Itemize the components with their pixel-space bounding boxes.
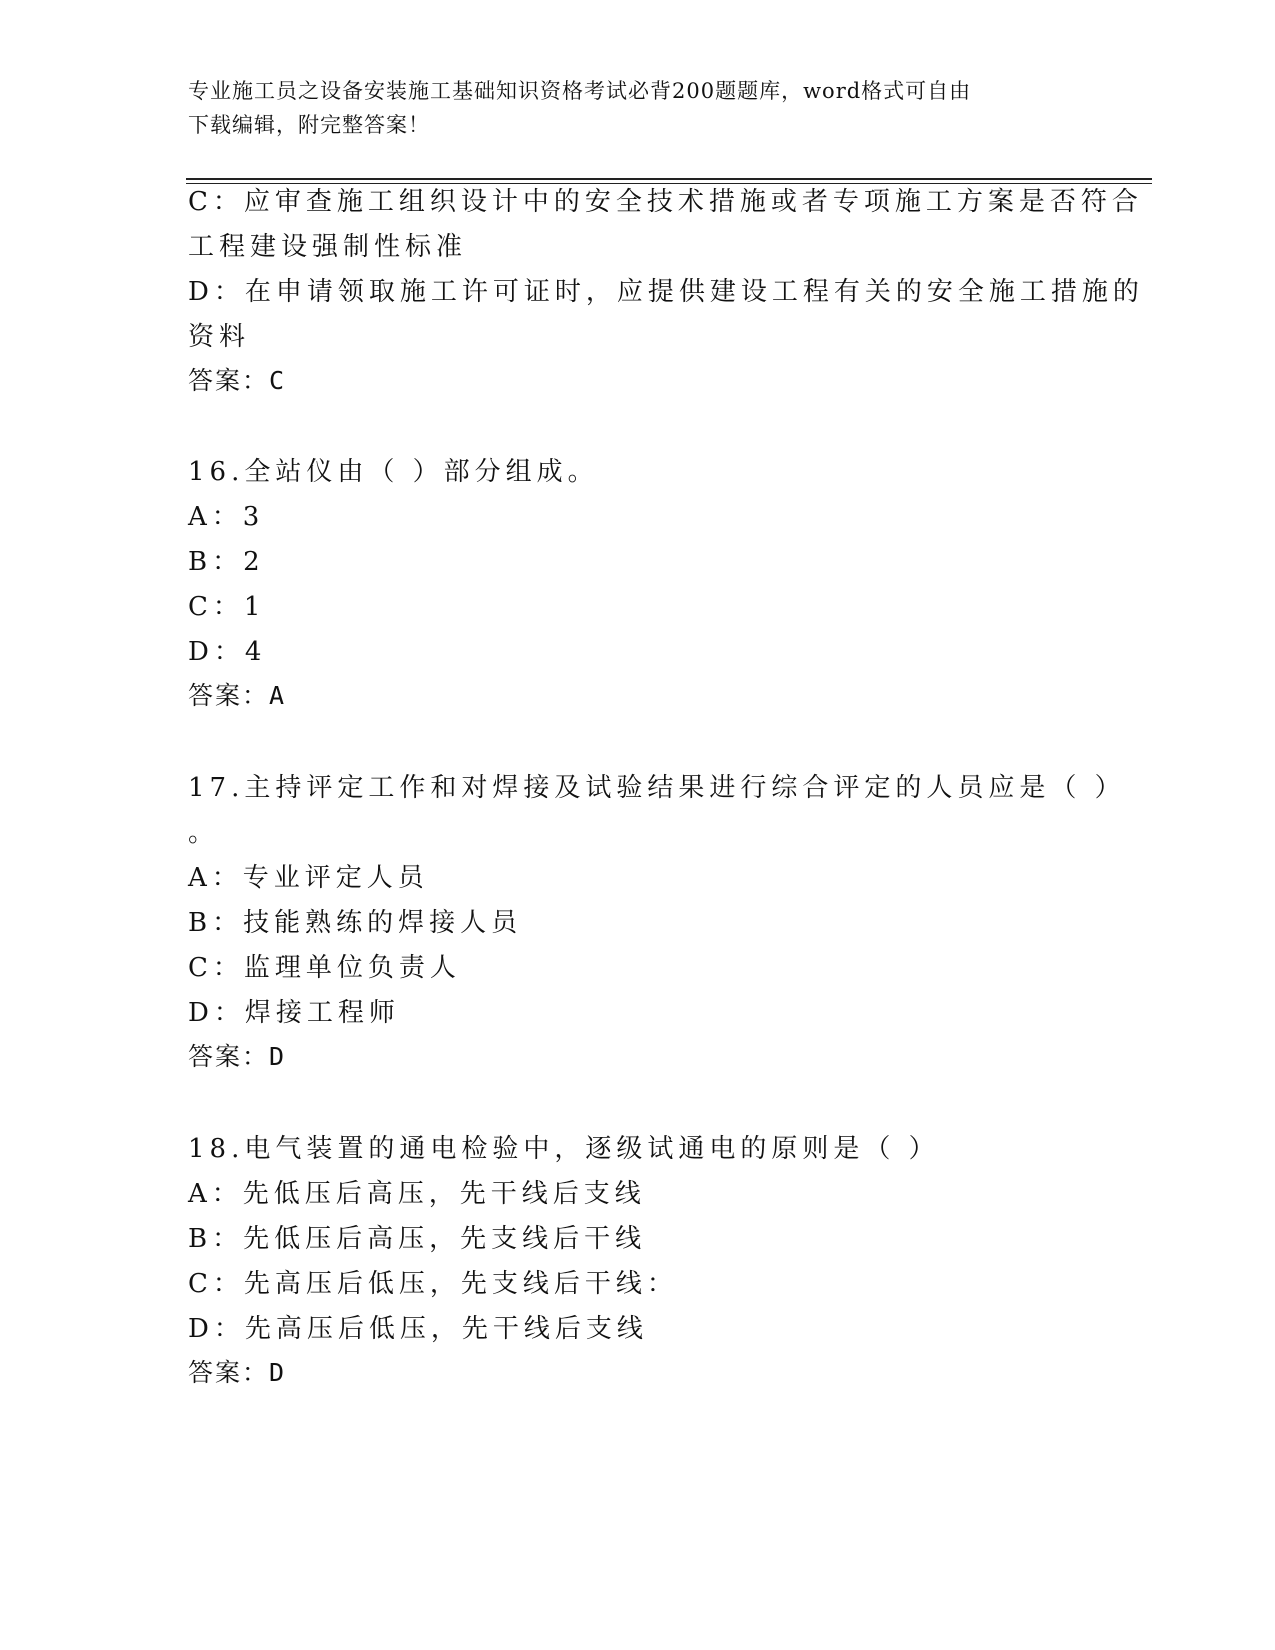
q16-option-a: A：3 xyxy=(188,502,265,532)
q16-option-c: C：1 xyxy=(188,592,266,622)
q17-option-d: D：焊接工程师 xyxy=(188,998,400,1028)
q17-stem-end: 。 xyxy=(188,818,220,848)
q18-answer: 答案：D xyxy=(188,1358,287,1387)
q18-stem: 18.电气装置的通电检验中，逐级试通电的原则是（ ） xyxy=(188,1134,940,1164)
q17-answer: 答案：D xyxy=(188,1042,287,1071)
q15-option-c-line2: 工程建设强制性标准 xyxy=(188,232,468,262)
q18-option-d: D：先高压后低压，先干线后支线 xyxy=(188,1314,648,1344)
q16-option-b: B：2 xyxy=(188,547,265,577)
header-line-2: 下载编辑，附完整答案！ xyxy=(188,113,430,137)
q18-option-c: C：先高压后低压，先支线后干线： xyxy=(188,1269,678,1299)
q15-answer: 答案：C xyxy=(188,366,287,395)
q17-option-b: B：技能熟练的焊接人员 xyxy=(188,908,523,938)
q15-option-d-line1: D：在申请领取施工许可证时，应提供建设工程有关的安全施工措施的 xyxy=(188,277,1144,307)
header-rule-thin xyxy=(186,183,1152,184)
q18-option-a: A：先低压后高压，先干线后支线 xyxy=(188,1179,646,1209)
q17-option-a: A：专业评定人员 xyxy=(188,863,429,893)
q17-option-c: C：监理单位负责人 xyxy=(188,953,461,983)
q16-stem: 16.全站仪由（ ）部分组成。 xyxy=(188,457,599,487)
q15-option-d-line2: 资料 xyxy=(188,322,251,352)
q17-stem: 17.主持评定工作和对焊接及试验结果进行综合评定的人员应是（ ） xyxy=(188,773,1126,803)
q15-option-c-line1: C：应审查施工组织设计中的安全技术措施或者专项施工方案是否符合 xyxy=(188,187,1143,217)
document-header xyxy=(188,74,1088,142)
q16-answer: 答案：A xyxy=(188,681,287,710)
header-rule-thick xyxy=(186,178,1152,180)
q18-option-b: B：先低压后高压，先支线后干线 xyxy=(188,1224,647,1254)
header-line-1: 专业施工员之设备安装施工基础知识资格考试必背200题题库，word格式可自由 xyxy=(188,79,972,103)
q16-option-d: D：4 xyxy=(188,637,267,667)
